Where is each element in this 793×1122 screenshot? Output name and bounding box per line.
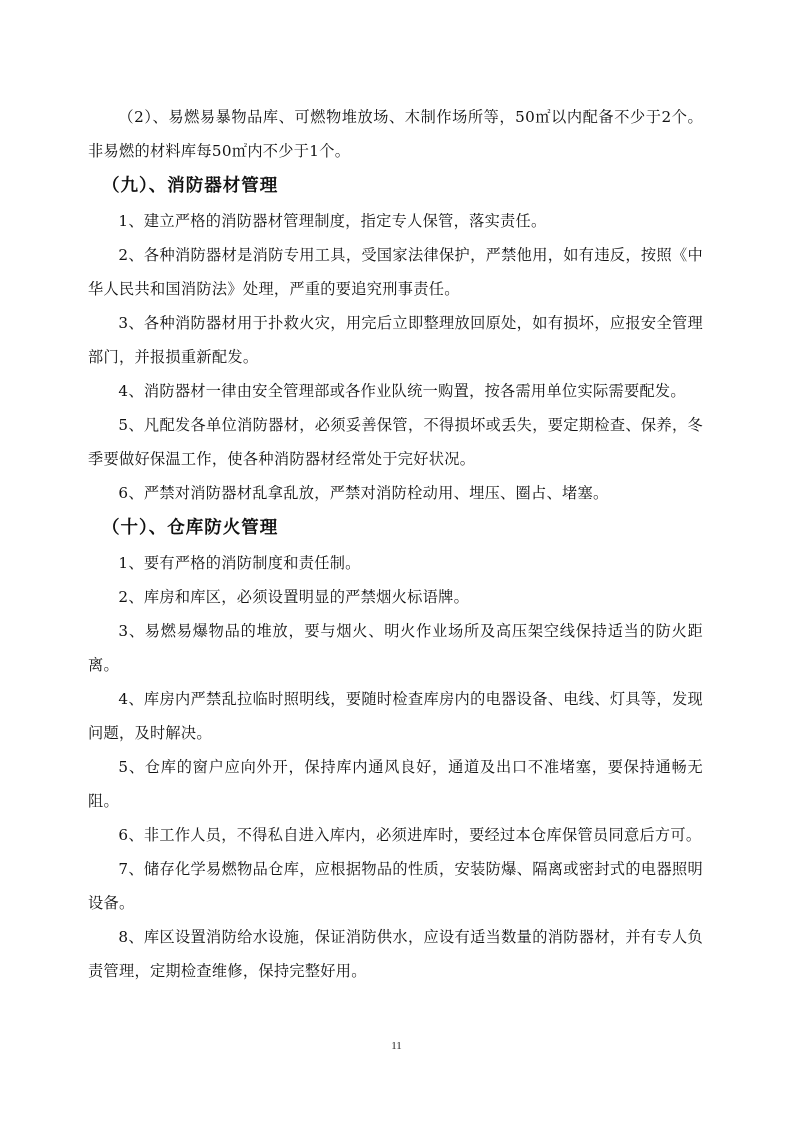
paragraph-item-5: 5、凡配发各单位消防器材，必须妥善保管，不得损坏或丢失，要定期检查、保养，冬季要做好保温工作，使各种消防器材经常处于完好状况。 xyxy=(88,416,703,468)
paragraph-warehouse-item-3: 3、易燃易爆物品的堆放，要与烟火、明火作业场所及高压架空线保持适当的防火距离。 xyxy=(88,622,703,674)
section-heading-equipment-management: （九）、消防器材管理 xyxy=(102,176,279,196)
paragraph-item-1: 1、建立严格的消防器材管理制度，指定专人保管，落实责任。 xyxy=(118,212,547,230)
paragraph-item-3: 3、各种消防器材用于扑救火灾，用完后立即整理放回原处，如有损坏，应报安全管理部门，并报损重新配发。 xyxy=(88,314,703,366)
paragraph-item-2: 2、各种消防器材是消防专用工具，受国家法律保护，严禁他用，如有违反，按照《中华人民共和国消防法》处理，严重的要追究刑事责任。 xyxy=(88,246,703,298)
paragraph-extinguisher-allocation: （2）、易燃易暴物品库、可燃物堆放场、木制作场所等，50㎡以内配备不少于2个。非易燃的材料库每50㎡内不少于1个。 xyxy=(88,108,703,160)
paragraph-item-4: 4、消防器材一律由安全管理部或各作业队统一购置，按各需用单位实际需要配发。 xyxy=(118,382,686,400)
paragraph-warehouse-item-4: 4、库房内严禁乱拉临时照明线，要随时检查库房内的电器设备、电线、灯具等，发现问题，及时解决。 xyxy=(88,690,703,742)
paragraph-item-6: 6、严禁对消防器材乱拿乱放，严禁对消防栓动用、埋压、圈占、堵塞。 xyxy=(118,484,609,502)
document-body xyxy=(88,100,703,988)
page-number: 11 xyxy=(391,1040,402,1052)
section-heading-warehouse-fire: （十）、仓库防火管理 xyxy=(102,518,279,538)
paragraph-warehouse-item-1: 1、要有严格的消防制度和责任制。 xyxy=(118,554,361,572)
paragraph-warehouse-item-6: 6、非工作人员，不得私自进入库内，必须进库时，要经过本仓库保管员同意后方可。 xyxy=(118,826,702,844)
paragraph-warehouse-item-2: 2、库房和库区，必须设置明显的严禁烟火标语牌。 xyxy=(118,588,470,606)
paragraph-warehouse-item-7: 7、储存化学易燃物品仓库，应根据物品的性质，安装防爆、隔离或密封式的电器照明设备。 xyxy=(88,860,703,912)
paragraph-warehouse-item-5: 5、仓库的窗户应向外开，保持库内通风良好，通道及出口不准堵塞，要保持通畅无阻。 xyxy=(88,758,703,810)
paragraph-warehouse-item-8: 8、库区设置消防给水设施，保证消防供水，应设有适当数量的消防器材，并有专人负责管理，定期检查维修，保持完整好用。 xyxy=(88,928,703,980)
